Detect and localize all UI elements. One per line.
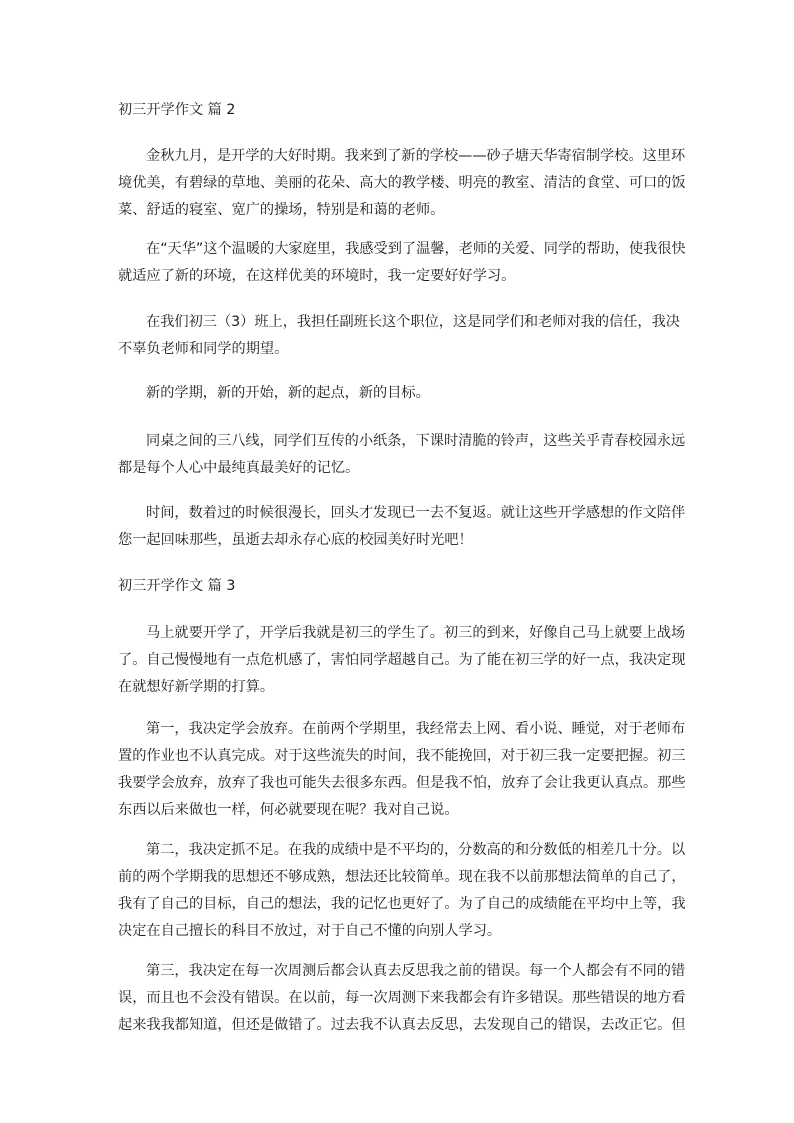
text-line: 在就想好新学期的打算。: [118, 679, 275, 695]
text-line: 第一，我决定学会放弃。在前两个学期里，我经常去上网、看小说、睡觉，对于老师布: [146, 721, 686, 737]
text-line: 第二，我决定抓不足。在我的成绩中是不平均的，分数高的和分数低的相差几十分。以: [146, 842, 686, 858]
text-line: 误，而且也不会没有错误。在以前，每一次周测下来我都会有许多错误。那些错误的地方看: [118, 990, 686, 1006]
paragraph: [118, 620, 686, 701]
text-line: 在我们初三（3）班上，我担任副班长这个职位，这是同学们和老师对我的信任，我决: [146, 314, 680, 330]
text-line: 境优美，有碧绿的草地、美丽的花朵、高大的教学楼、明亮的教室、清洁的食堂、可口的饭: [118, 175, 686, 191]
paragraph: [118, 500, 686, 554]
paragraph: [118, 236, 686, 290]
text-line: 在“天华”这个温暖的大家庭里，我感受到了温馨，老师的关爱、同学的帮助，使我很快: [146, 241, 686, 257]
text-line: 就适应了新的环境，在这样优美的环境时，我一定要好好学习。: [118, 268, 516, 284]
text-line: 马上就要开学了，开学后我就是初三的学生了。初三的到来，好像自己马上就要上战场: [146, 625, 686, 641]
text-line: 起来我我都知道，但还是做错了。过去我不认真去反思，去发现自己的错误，去改正它。但: [118, 1017, 686, 1033]
text-line: 置的作业也不认真完成。对于这些流失的时间，我不能挽回，对于初三我一定要把握。初三: [118, 748, 686, 764]
text-line: 您一起回味那些，虽逝去却永存心底的校园美好时光吧！: [118, 532, 473, 548]
text-line: 了。自己慢慢地有一点危机感了，害怕同学超越自己。为了能在初三学的好一点，我决定现: [118, 652, 686, 668]
text-line: 同桌之间的三八线，同学们互传的小纸条，下课时清脆的铃声，这些关乎青春校园永远: [146, 433, 686, 449]
text-line: 不辜负老师和同学的期望。: [118, 341, 289, 357]
text-line: 前的两个学期我的思想还不够成熟，想法还比较简单。现在我不以前那想法简单的自己了，: [118, 869, 686, 885]
text-line: 我有了自己的目标，自己的想法，我的记忆也更好了。为了自己的成绩能在平均中上等，我: [118, 896, 686, 912]
text-line: 决定在自己擅长的科目不放过，对于自己不懂的向别人学习。: [118, 923, 502, 939]
paragraph: [118, 428, 686, 482]
text-line: 菜、舒适的寝室、宽广的操场，特别是和蔼的老师。: [118, 202, 445, 218]
paragraph: [118, 380, 678, 407]
text-line: 第三，我决定在每一次周测后都会认真去反思我之前的错误。每一个人都会有不同的错: [146, 963, 686, 979]
paragraph: [118, 958, 686, 1039]
text-line: 我要学会放弃，放弃了我也可能失去很多东西。但是我不怕，放弃了会让我更认真点。那些: [118, 775, 686, 791]
paragraph: [118, 837, 686, 945]
text-line: 金秋九月，是开学的大好时期。我来到了新的学校——砂子塘天华寄宿制学校。这里环: [146, 148, 686, 164]
paragraph: [118, 143, 686, 224]
section-heading: 初三开学作文 篇 3: [118, 578, 236, 594]
section-heading: 初三开学作文 篇 2: [118, 102, 236, 118]
text-line: 新的学期，新的开始，新的起点，新的目标。: [146, 385, 430, 401]
paragraph: [118, 309, 678, 363]
text-line: 东西以后来做也一样，何必就要现在呢？我对自己说。: [118, 802, 459, 818]
text-line: 时间，数着过的时候很漫长，回头才发现已一去不复返。就让这些开学感想的作文陪伴: [146, 505, 686, 521]
paragraph: [118, 716, 686, 824]
text-line: 都是每个人心中最纯真最美好的记忆。: [118, 460, 360, 476]
